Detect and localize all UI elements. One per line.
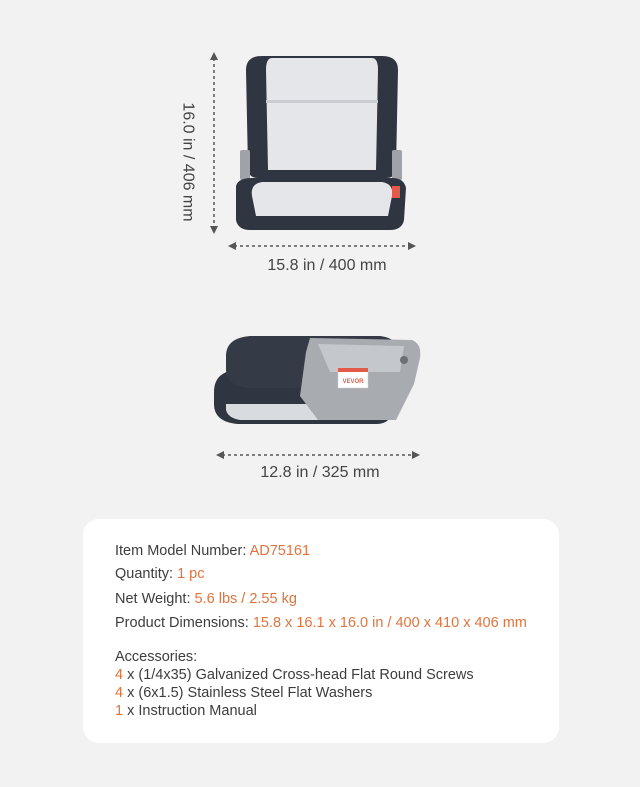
- width-dimension-label: 15.8 in / 400 mm: [267, 257, 387, 274]
- height-dimension-label-wrap: [178, 92, 198, 232]
- seat-folded-image: [214, 336, 420, 424]
- spec-weight-label: Net Weight:: [115, 591, 195, 607]
- spec-weight: [115, 591, 297, 607]
- width-dimension-arrow: [228, 242, 416, 250]
- spec-dimensions: [115, 615, 527, 631]
- height-dimension-arrow: [210, 52, 218, 234]
- accessory-qty: 4: [115, 685, 124, 701]
- spec-model-value: AD75161: [249, 543, 311, 559]
- seat-upright-image: [236, 56, 406, 230]
- accessory-item: [115, 685, 372, 701]
- accessory-item: [115, 667, 474, 683]
- accessory-item: [115, 703, 257, 719]
- folded-width-dimension-label: 12.8 in / 325 mm: [260, 464, 380, 481]
- accessory-qty: 1: [115, 703, 124, 719]
- accessory-text: x Instruction Manual: [123, 703, 257, 719]
- height-dimension-label: 16.0 in / 406 mm: [180, 102, 198, 222]
- folded-width-dimension-arrow: [216, 451, 420, 459]
- spec-quantity: [115, 566, 204, 582]
- spec-dimensions-value: 15.8 x 16.1 x 16.0 in / 400 x 410 x 406 mm: [252, 615, 527, 631]
- spec-weight-value: 5.6 lbs / 2.55 kg: [194, 591, 297, 607]
- spec-dimensions-label: Product Dimensions:: [115, 615, 253, 631]
- spec-model-label: Item Model Number:: [115, 543, 250, 559]
- spec-quantity-label: Quantity:: [115, 566, 178, 582]
- accessory-text: x (1/4x35) Galvanized Cross-head Flat Round Screws: [123, 667, 474, 683]
- accessory-qty: 4: [115, 667, 124, 683]
- spec-quantity-value: 1 pc: [177, 566, 205, 582]
- accessories-title: Accessories:: [115, 649, 198, 665]
- accessory-text: x (6x1.5) Stainless Steel Flat Washers: [123, 685, 373, 701]
- seat-tag-text: VEVOR: [342, 379, 364, 385]
- spec-model: [115, 543, 310, 559]
